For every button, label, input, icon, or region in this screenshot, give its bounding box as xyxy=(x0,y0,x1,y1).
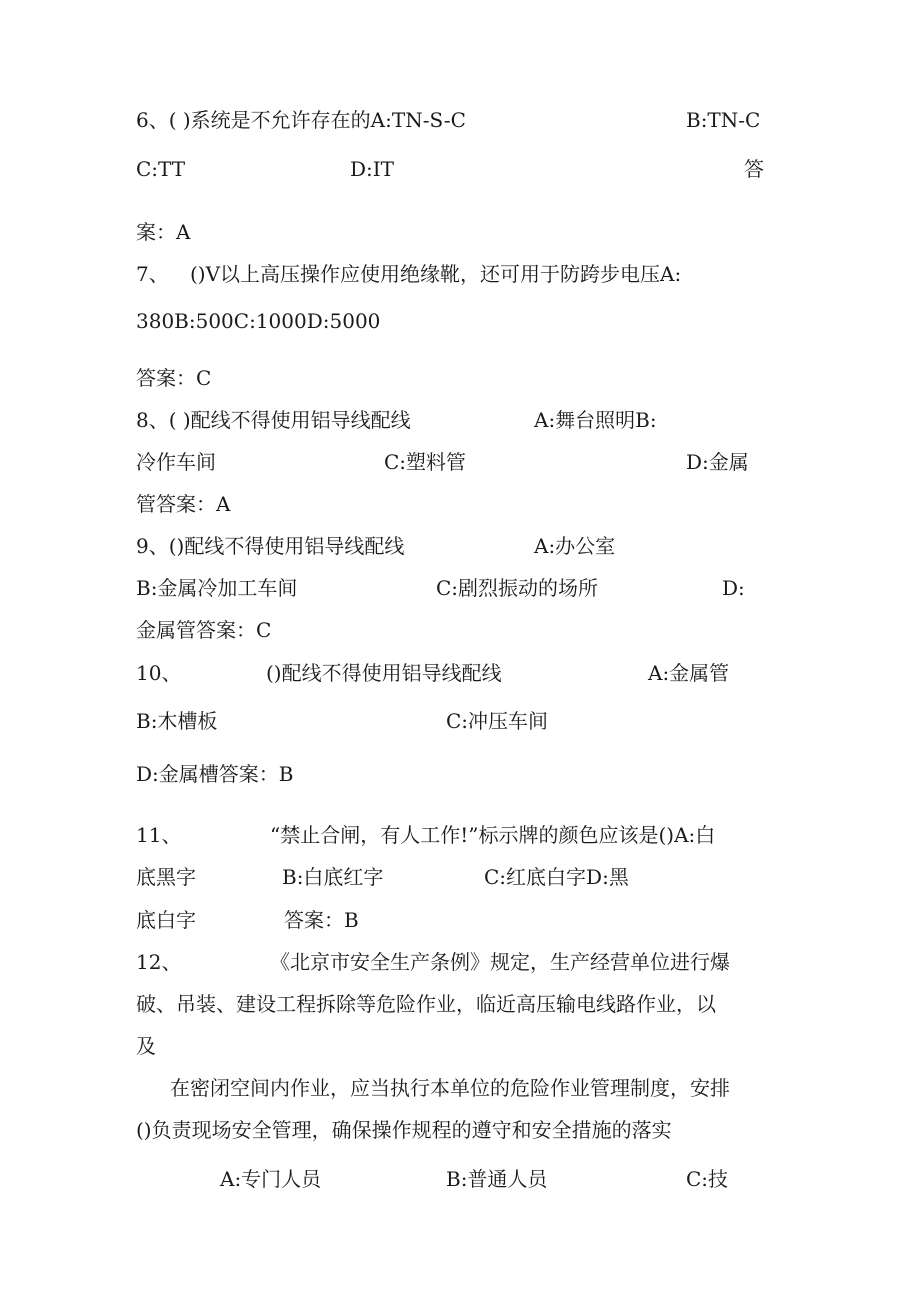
q8-option-c: C:塑料管 xyxy=(384,450,467,474)
q12-option-a: A:专门人员 xyxy=(220,1167,322,1191)
q11-option-b: B:白底红字 xyxy=(282,865,384,889)
q10-number: 10、 xyxy=(136,661,182,685)
q12-stem-line-5: ()负责现场安全管理，确保操作规程的遵守和安全措施的落实 xyxy=(136,1118,672,1142)
q12-number: 12、 xyxy=(136,950,182,974)
q10-answer: D:金属槽答案：B xyxy=(136,762,294,786)
q12-option-c: C:技 xyxy=(686,1167,729,1191)
q7-number: 7、 xyxy=(136,262,169,286)
q6-option-c: C:TT xyxy=(136,157,186,181)
q9-option-c: C:剧烈振动的场所 xyxy=(436,576,599,600)
q6-answer: 案：A xyxy=(136,220,191,244)
q6-answer-head: 答 xyxy=(744,157,764,181)
q11-option-d-tail: 底白字 xyxy=(136,908,196,932)
q11-stem: “禁止合闸，有人工作!”标示牌的颜色应该是()A:白 xyxy=(270,823,716,847)
q7-options: 380B:500C:1000D:5000 xyxy=(136,309,381,333)
q9-option-b: B:金属冷加工车间 xyxy=(136,576,298,600)
q11-option-c: C:红底白字D:黑 xyxy=(484,865,629,889)
q8-option-a: A:舞台照明B: xyxy=(534,408,657,432)
q10-option-a: A:金属管 xyxy=(648,661,730,685)
q12-option-b: B:普通人员 xyxy=(446,1167,548,1191)
q11-number: 11、 xyxy=(136,823,182,847)
q8-option-d: D:金属 xyxy=(686,450,749,474)
q9-answer: 金属管答案：C xyxy=(136,618,272,642)
q6-stem: 6、( )系统是不允许存在的A:TN-S-C xyxy=(136,108,466,132)
q8-stem: 8、( )配线不得使用铝导线配线 xyxy=(136,408,411,432)
q10-option-c: C:冲压车间 xyxy=(446,709,549,733)
q10-stem: ()配线不得使用铝导线配线 xyxy=(266,661,502,685)
q11-answer: 答案：B xyxy=(284,908,359,932)
q10-option-b: B:木槽板 xyxy=(136,709,218,733)
q9-option-d: D: xyxy=(722,576,745,600)
q9-option-a: A:办公室 xyxy=(534,534,616,558)
q12-stem-line-2: 破、吊装、建设工程拆除等危险作业，临近高压输电线路作业，以 xyxy=(136,992,716,1016)
q7-answer: 答案：C xyxy=(136,366,212,390)
q9-stem: 9、()配线不得使用铝导线配线 xyxy=(136,534,405,558)
q8-answer: 管答案：A xyxy=(136,492,231,516)
q12-stem-line-4: 在密闭空间内作业，应当执行本单位的危险作业管理制度，安排 xyxy=(170,1076,730,1100)
q12-stem-line-3: 及 xyxy=(136,1034,156,1058)
q7-stem: ()V以上高压操作应使用绝缘靴，还可用于防跨步电压A: xyxy=(190,262,682,286)
q11-option-a-tail: 底黑字 xyxy=(136,865,196,889)
q6-option-b: B:TN-C xyxy=(686,108,761,132)
q6-option-d: D:IT xyxy=(350,157,395,181)
q12-stem-line-1: 《北京市安全生产条例》规定，生产经营单位进行爆 xyxy=(270,950,730,974)
q8-option-b: 冷作车间 xyxy=(136,450,216,474)
